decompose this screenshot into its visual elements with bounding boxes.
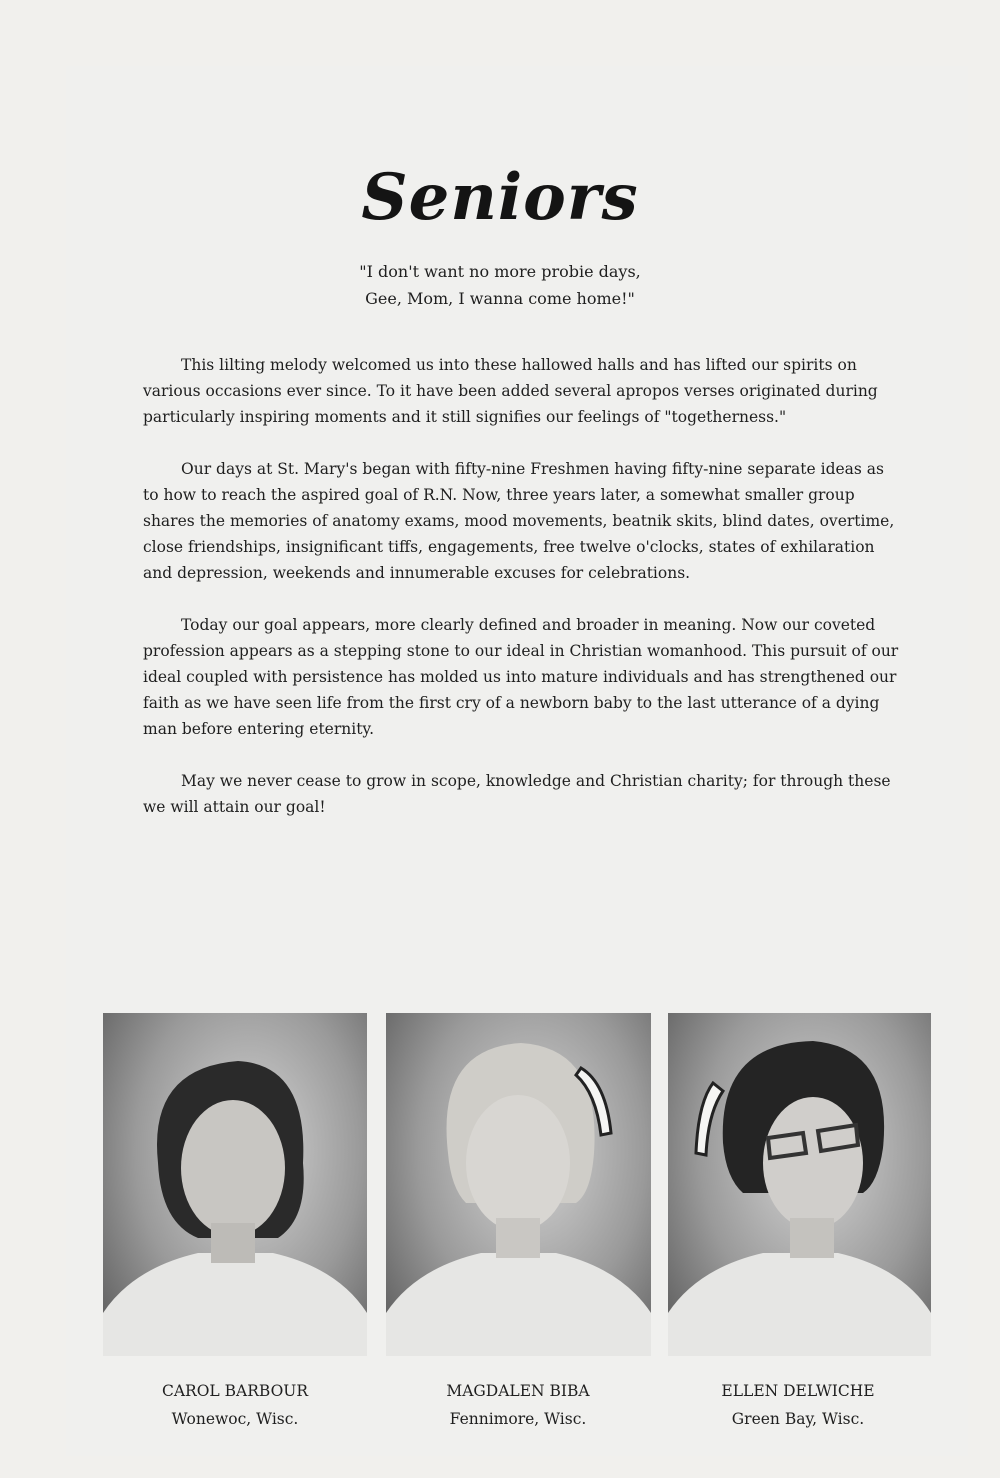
portrait-photo [386,1013,651,1356]
body-text [143,352,903,846]
senior-caption [100,1377,370,1433]
paragraph-3: Today our goal appears, more clearly defined and broader in meaning. Now our coveted profession appears as a stepping stone to our ideal in Christian womanhood. This pursuit of our ideal coupled with persistence has molded us into mature individuals and has strengthened our faith as we have seen life from the first cry of a newborn baby to the last utterance of a dying man before entering eternity. [143,616,899,738]
portrait-silhouette-icon [668,1013,931,1356]
senior-portraits [0,1013,1000,1433]
senior-name: CAROL BARBOUR [161,1382,309,1400]
paragraph-1: This lilting melody welcomed us into these hallowed halls and has lifted our spirits on various occasions ever since. To it have been added several apropos verses originated during particularly inspiring moments and it still signifies our feelings of "togetherness." [143,356,878,426]
portrait-photo [103,1013,367,1356]
senior-hometown: Green Bay, Wisc. [731,1410,865,1428]
senior-hometown: Wonewoc, Wisc. [171,1410,299,1428]
senior-name: ELLEN DELWICHE [721,1382,875,1400]
portrait-silhouette-icon [103,1013,367,1356]
senior-name: MAGDALEN BIBA [446,1382,590,1400]
paragraph-4: May we never cease to grow in scope, knowledge and Christian charity; for through these we will attain our goal! [143,772,891,816]
senior-caption [383,1377,653,1433]
senior-caption [663,1377,933,1433]
epigraph [0,258,1000,312]
page-title: Seniors [361,160,639,235]
epigraph-line-1: "I don't want no more probie days, [359,262,641,281]
paragraph-2: Our days at St. Mary's began with fifty-nine Freshmen having fifty-nine separate ideas as to how to reach the aspired goal of R.N. Now, three years later, a somewhat smaller group shares the memories of anatomy exams, mood movements, beatnik skits, blind dates, overtime, close friendships, insignificant tiffs, engagements, free twelve o'clocks, states of exhilaration and depression, weekends and innumerable excuses for celebrations. [143,460,895,582]
epigraph-line-2: Gee, Mom, I wanna come home!" [365,289,635,308]
portrait-silhouette-icon [386,1013,651,1356]
senior-hometown: Fennimore, Wisc. [449,1410,587,1428]
portrait-photo [668,1013,931,1356]
